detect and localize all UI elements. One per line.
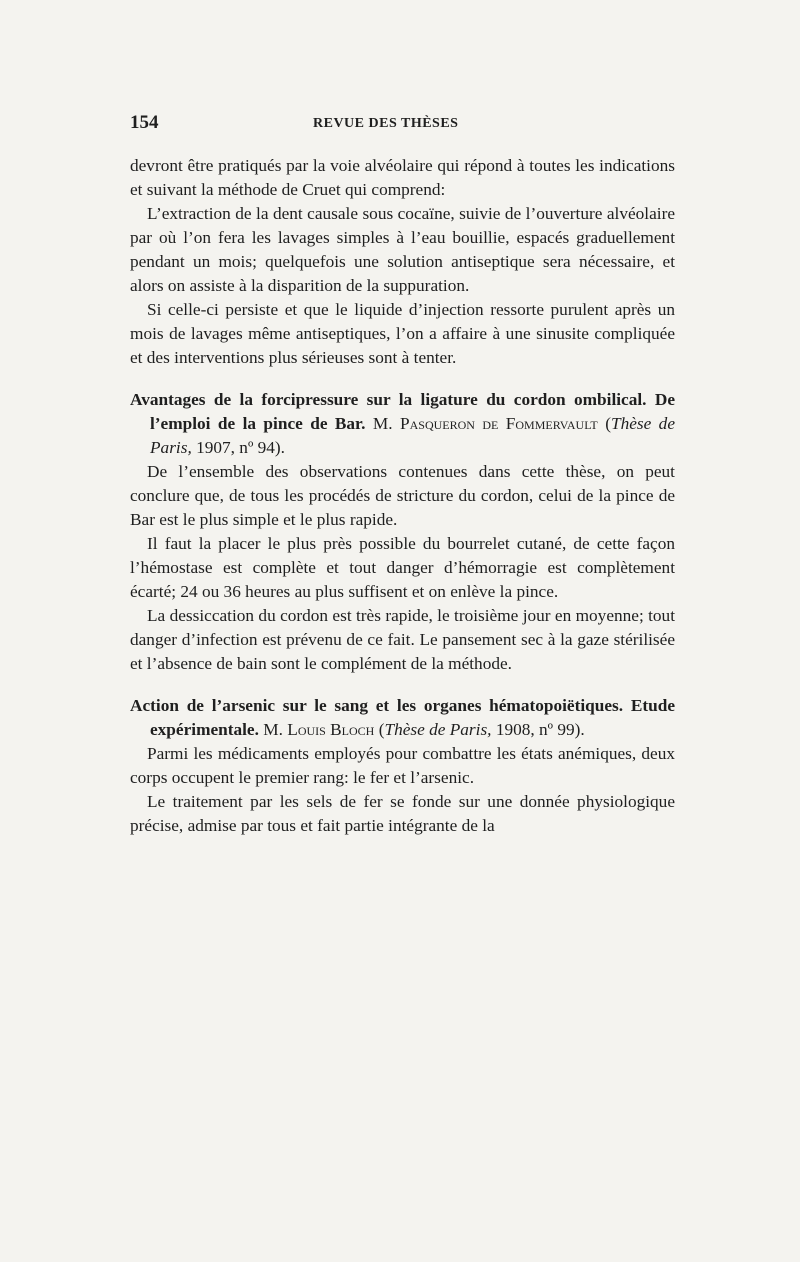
author-initial: M. — [372, 414, 393, 433]
author-name: Louis Bloch — [287, 720, 375, 739]
thesis-title: Action de l’arsenic sur le sang et les organes hématopoiëtiques. Etude expérimentale. — [130, 696, 675, 739]
running-head — [130, 112, 675, 138]
author-initial: M. — [263, 720, 283, 739]
citation-work: Thèse de Paris, — [150, 414, 675, 457]
body-text — [130, 154, 675, 838]
paragraph-thesis2-2: Le traitement par les sels de fer se fonde sur une donnée physiologique précise, admise par tous et fait partie intégrante de la — [130, 792, 675, 835]
thesis-heading — [130, 694, 675, 742]
paragraph-thesis1-3: La dessiccation du cordon est très rapide, le troisième jour en moyenne; tout danger d’infection est prévenu de ce fait. Le pansement sec à la gaze stérilisée et l’absence de bain sont le complément de la méthode. — [130, 606, 675, 673]
page-number: 154 — [130, 112, 159, 133]
paragraph-thesis2-1: Parmi les médicaments employés pour combattre les états anémiques, deux corps occupent le premier rang: le fer et l’arsenic. — [130, 744, 675, 787]
thesis-heading — [130, 388, 675, 460]
thesis-title: Avantages de la forcipressure sur la ligature du cordon ombilical. De l’emploi de la pince de Bar. — [130, 390, 675, 433]
paragraph-intro-2: L’extraction de la dent causale sous cocaïne, suivie de l’ouverture alvéolaire par où l’on fera les lavages simples à l’eau bouillie, espacés graduellement pendant un mois; quelquefois une solution antiseptique sera nécessaire, et alors on assiste à la disparition de la suppuration. — [130, 204, 675, 295]
citation-details: 1908, nº 99). — [491, 720, 585, 739]
journal-title: REVUE DES THÈSES — [313, 116, 459, 131]
thesis-entry-forcipressure — [130, 388, 675, 676]
citation-open: ( — [378, 720, 385, 739]
citation-open: ( — [605, 414, 611, 433]
thesis-entry-arsenic — [130, 694, 675, 838]
citation-work: Thèse de Paris, — [384, 720, 492, 739]
paragraph-thesis1-2: Il faut la placer le plus près possible du bourrelet cutané, de cette façon l’hémostase est complète et tout danger d’hémorragie est complètement écarté; 24 ou 36 heures au plus suffisent et on enlève la pince. — [130, 534, 675, 601]
citation-details: 1907, nº 94). — [191, 438, 285, 457]
paragraph-intro-1: devront être pratiqués par la voie alvéolaire qui répond à toutes les indications et suivant la méthode de Cruet qui comprend: — [130, 156, 675, 199]
author-name: Pasqueron de Fommervault — [400, 414, 598, 433]
paragraph-intro-3: Si celle-ci persiste et que le liquide d’injection ressorte purulent après un mois de lavages même antiseptiques, l’on a affaire à une sinusite compliquée et des interventions plus sérieuses sont à tenter. — [130, 300, 675, 367]
paragraph-thesis1-1: De l’ensemble des observations contenues dans cette thèse, on peut conclure que, de tous les procédés de stricture du cordon, celui de la pince de Bar est le plus simple et le plus rapide. — [130, 462, 675, 529]
